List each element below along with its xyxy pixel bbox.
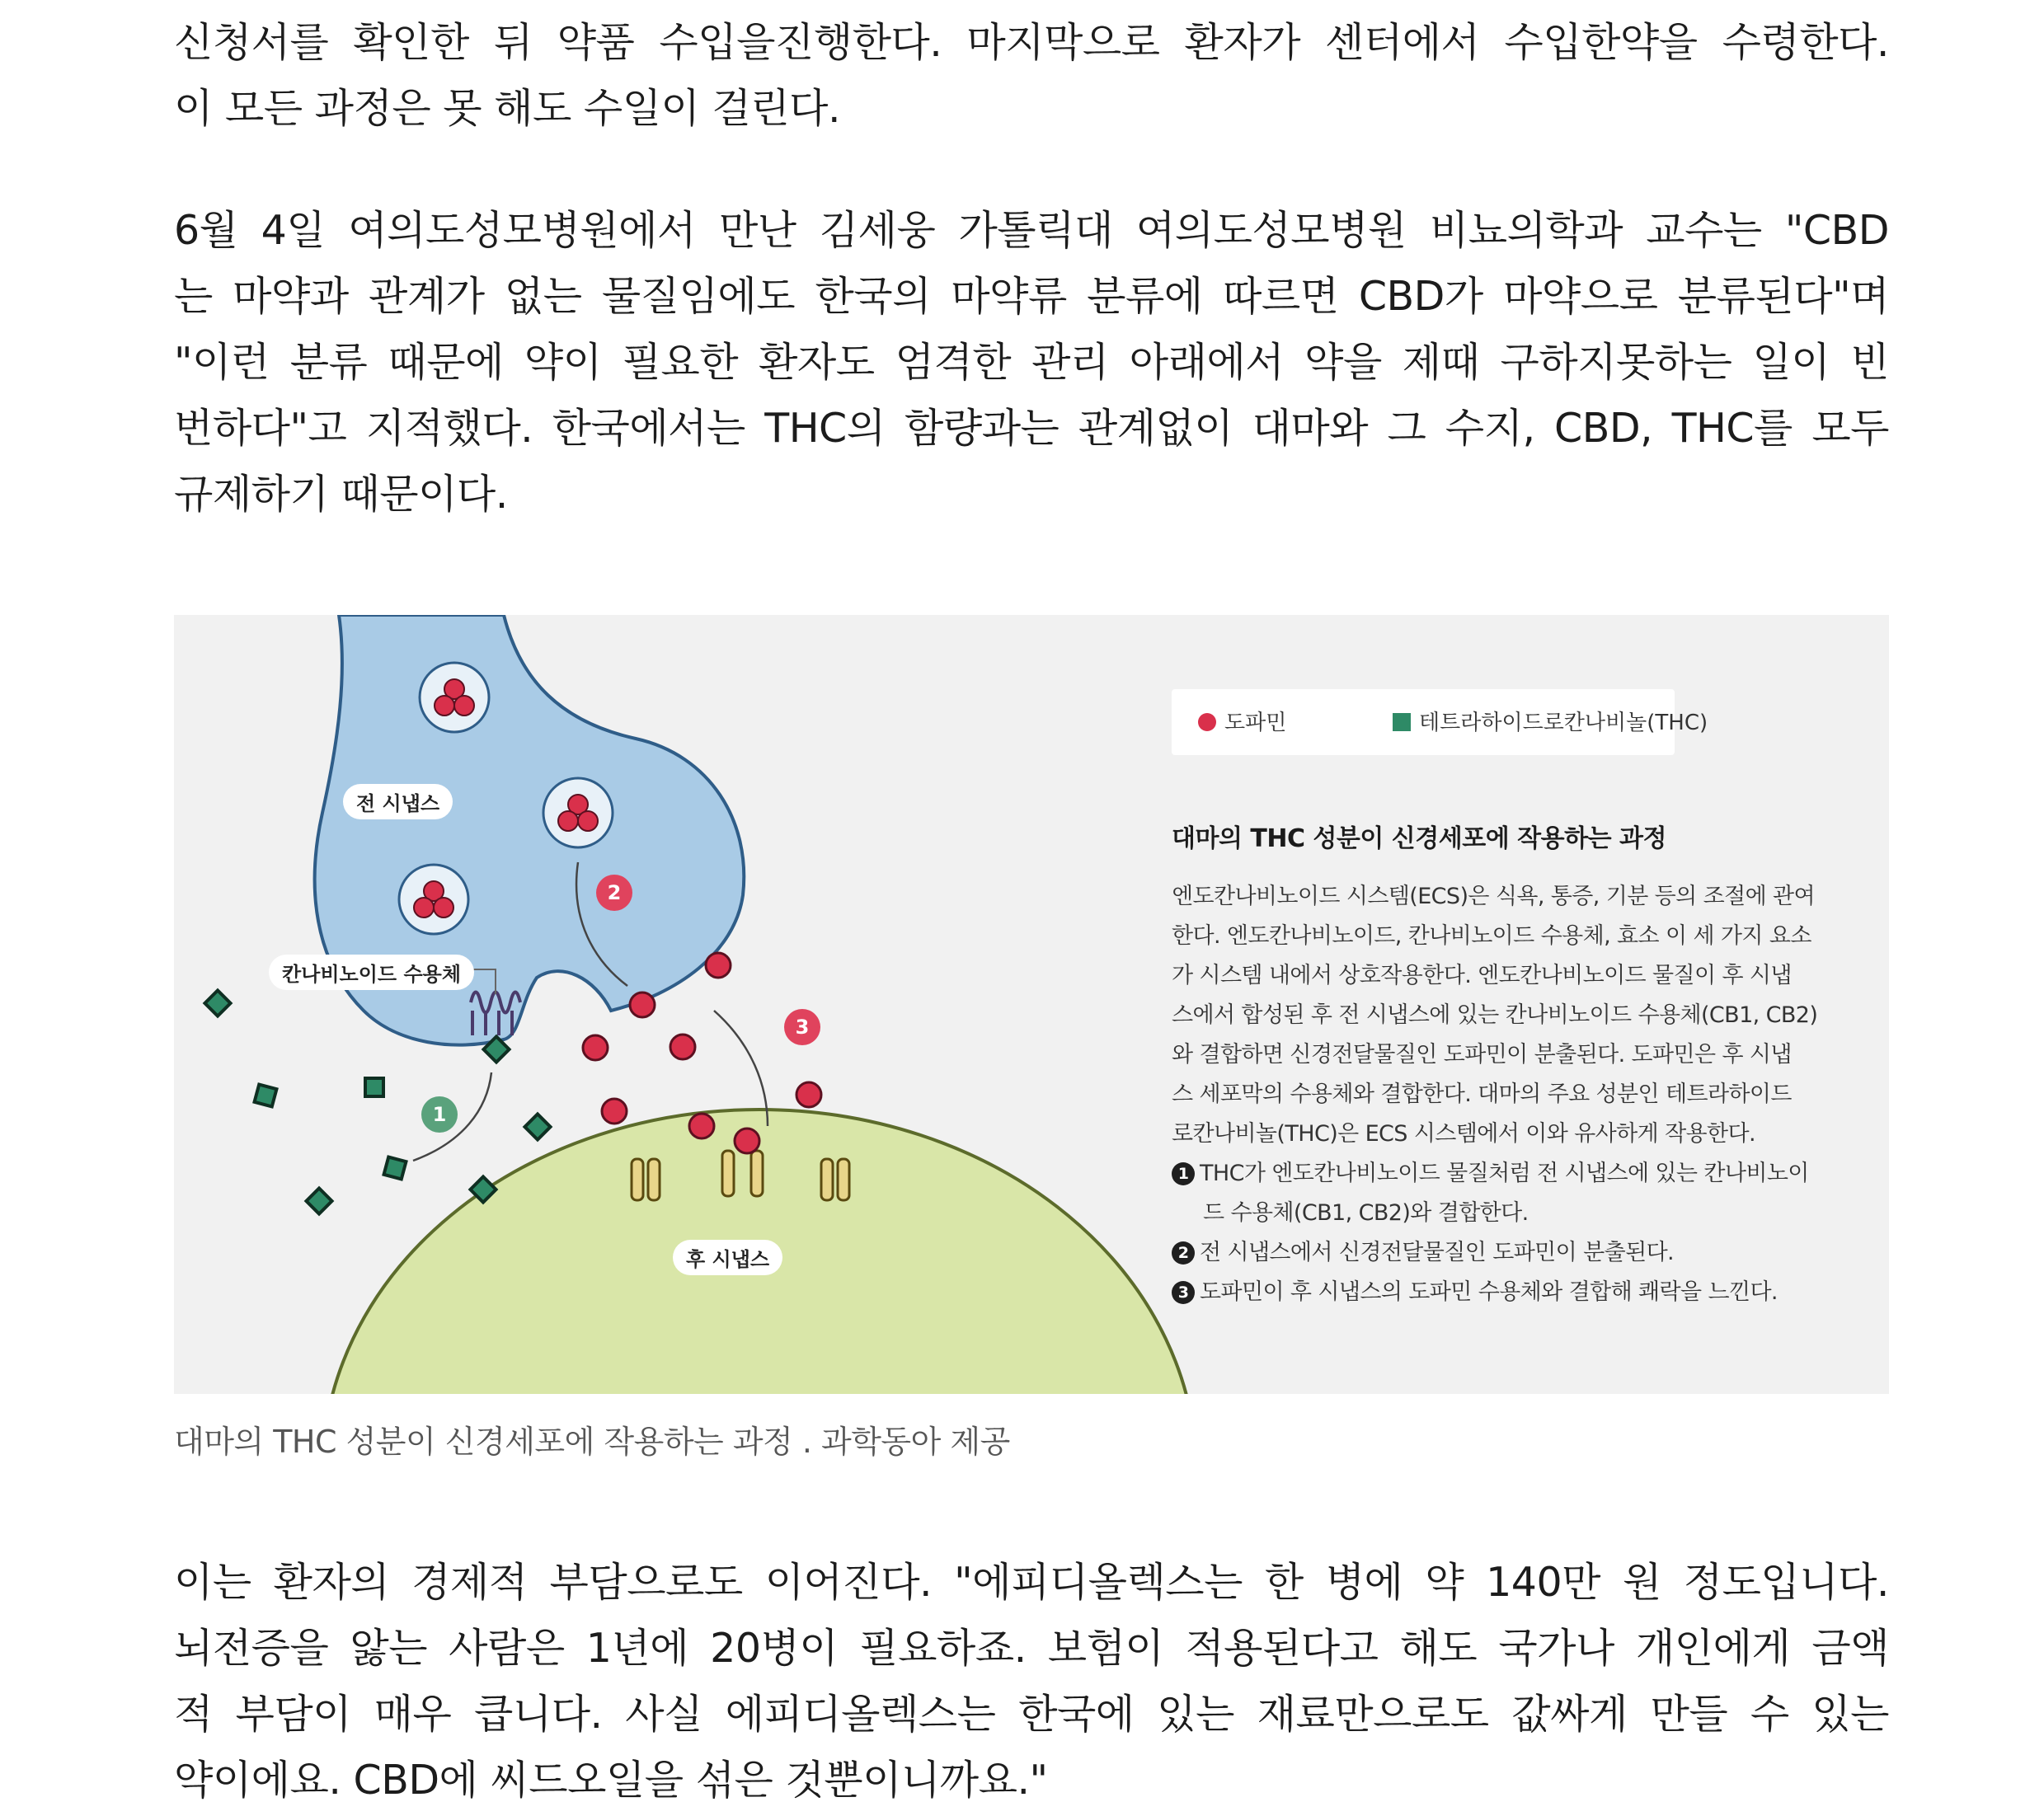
infographic-body xyxy=(1172,877,1864,1154)
infographic-body-line: 로칸나비놀(THC)은 ECS 시스템에서 이와 유사하게 작용한다. xyxy=(1172,1121,1755,1147)
infographic-step-3 xyxy=(1172,1273,1778,1312)
step-marker-2: 2 xyxy=(596,875,632,911)
paragraph-3 xyxy=(174,1550,1889,1814)
thc-legend-swatch xyxy=(1393,713,1411,731)
infographic-body-line: 한다. 엔도칸나비노이드, 칸나비노이드 수용체, 효소 이 세 가지 요소 xyxy=(1172,923,1811,949)
paragraph-line: 규제하기 때문이다. xyxy=(174,471,508,518)
step-number: 3 xyxy=(1172,1281,1195,1304)
postsynapse-label: 후 시냅스 xyxy=(673,1240,782,1275)
vesicle xyxy=(543,778,613,847)
legend xyxy=(1172,689,1708,755)
infographic-step-1-cont: 드 수용체(CB1, CB2)와 결합한다. xyxy=(1203,1200,1529,1226)
paragraph-line: 번하다"고 지적했다. 한국에서는 THC의 함량과는 관계없이 대마와 그 수지, CBD, THC를 모두 xyxy=(174,405,1889,452)
infographic-body-line: 스에서 합성된 후 전 시냅스에 있는 칸나비노이드 수용체(CB1, CB2) xyxy=(1172,1002,1818,1028)
paragraph-line: 적 부담이 매우 큽니다. 사실 에피디올렉스는 한국에 있는 재료만으로도 값싸게 만들 수 있는 xyxy=(174,1691,1889,1738)
paragraph-line: 약이에요. CBD에 씨드오일을 섞은 것뿐이니까요." xyxy=(174,1757,1048,1804)
step-marker-3: 3 xyxy=(784,1009,820,1045)
thc-legend-label: 테트라하이드로칸나비놀(THC) xyxy=(1419,711,1708,735)
step-number: 1 xyxy=(1172,1162,1195,1185)
step-text: THC가 엔도칸나비노이드 물질처럼 전 시냅스에 있는 칸나비노이 xyxy=(1200,1161,1809,1186)
paragraph-line: "이런 분류 때문에 약이 필요한 환자도 엄격한 관리 아래에서 약을 제때 구하지못하는 일이 빈 xyxy=(174,339,1889,386)
step-text: 전 시냅스에서 신경전달물질인 도파민이 분출된다. xyxy=(1200,1240,1675,1265)
paragraph-line: 뇌전증을 앓는 사람은 1년에 20병이 필요하죠. 보험이 적용된다고 해도 국가나 개인에게 금액 xyxy=(174,1625,1889,1672)
infographic-title: 대마의 THC 성분이 신경세포에 작용하는 과정 xyxy=(1172,824,1666,853)
vesicle xyxy=(420,663,489,732)
paragraph-line: 신청서를 확인한 뒤 약품 수입을진행한다. 마지막으로 환자가 센터에서 수입한약을 수령한다. xyxy=(174,19,1889,66)
dopamine-legend-label: 도파민 xyxy=(1224,711,1287,735)
infographic-body-line: 와 결합하면 신경전달물질인 도파민이 분출된다. 도파민은 후 시냅 xyxy=(1172,1042,1792,1068)
infographic-body-line: 엔도칸나비노이드 시스템(ECS)은 식욕, 통증, 기분 등의 조절에 관여 xyxy=(1172,884,1816,909)
paragraph-line: 이는 환자의 경제적 부담으로도 이어진다. "에피디올렉스는 한 병에 약 140만 원 정도입니다. xyxy=(174,1559,1889,1606)
dopamine-legend-swatch xyxy=(1198,713,1216,731)
receptor-label: 칸나비노이드 수용체 xyxy=(269,955,474,990)
infographic-step-2 xyxy=(1172,1233,1674,1273)
infographic-body-line: 가 시스템 내에서 상호작용한다. 엔도칸나비노이드 물질이 후 시냅 xyxy=(1172,963,1792,988)
step-text: 도파민이 후 시냅스의 도파민 수용체와 결합해 쾌락을 느낀다. xyxy=(1200,1279,1778,1305)
paragraph-line: 는 마약과 관계가 없는 물질임에도 한국의 마약류 분류에 따르면 CBD가 마약으로 분류된다"며 xyxy=(174,273,1889,320)
infographic-body-line: 스 세포막의 수용체와 결합한다. 대마의 주요 성분인 테트라하이드 xyxy=(1172,1082,1792,1107)
figure-caption: 대마의 THC 성분이 신경세포에 작용하는 과정 . 과학동아 제공 xyxy=(174,1424,1010,1460)
paragraph-line: 이 모든 과정은 못 해도 수일이 걸린다. xyxy=(174,85,841,132)
paragraph-1 xyxy=(174,10,1889,142)
vesicle xyxy=(399,865,468,934)
synapse-infographic xyxy=(174,615,1889,1394)
infographic-step-1 xyxy=(1172,1154,1809,1194)
step-number: 2 xyxy=(1172,1241,1195,1265)
step-marker-1: 1 xyxy=(421,1096,458,1133)
presynapse-label: 전 시냅스 xyxy=(343,784,453,819)
paragraph-line: 6월 4일 여의도성모병원에서 만난 김세웅 가톨릭대 여의도성모병원 비뇨의학과 교수는 "CBD xyxy=(174,207,1889,254)
paragraph-2 xyxy=(174,198,1889,528)
